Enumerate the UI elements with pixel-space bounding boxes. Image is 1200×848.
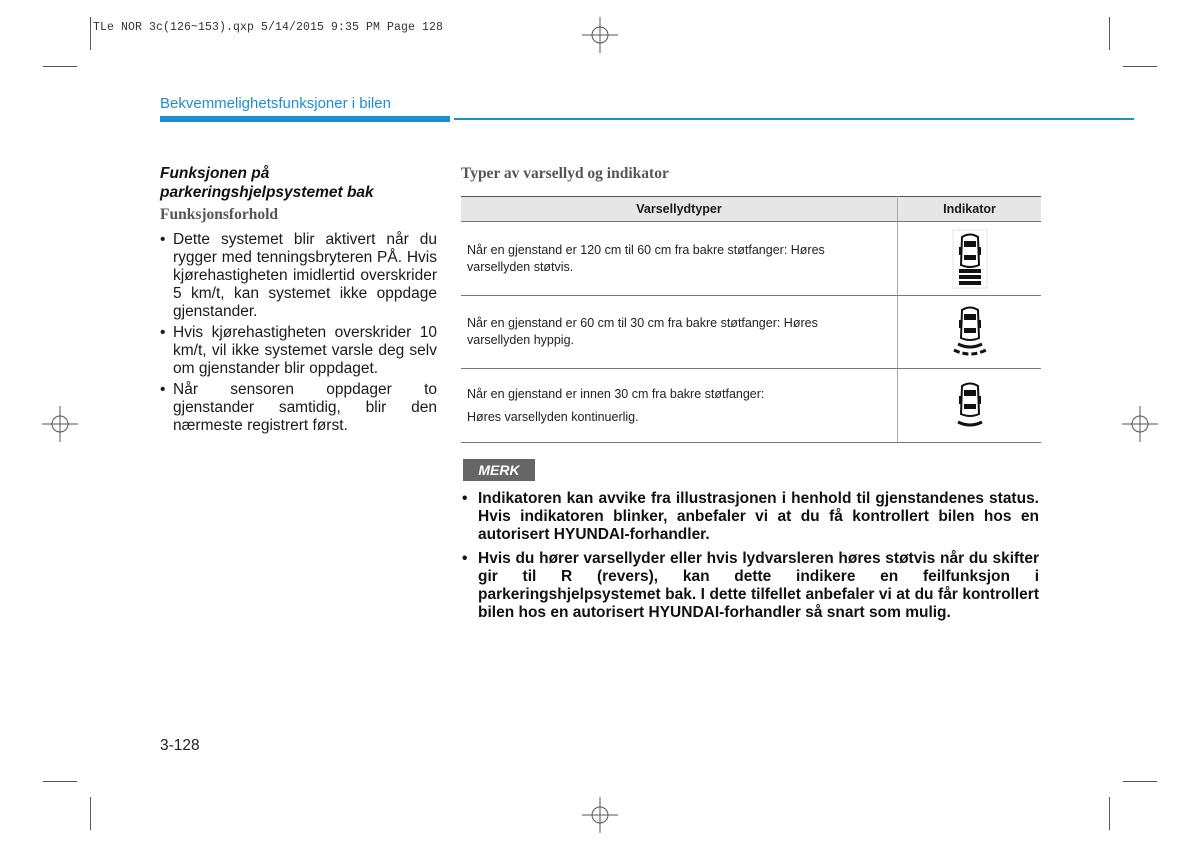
page-number: 3-128 <box>160 737 200 754</box>
parking-sensor-medium-icon <box>950 304 990 360</box>
description-line: Når en gjenstand er 60 cm til 30 cm fra bakre støtfanger: Høres <box>467 316 818 330</box>
crop-mark-bottom-right-v <box>1109 797 1110 830</box>
list-item: • Indikatoren kan avvike fra illustrasjonen i henhold til gjenstandenes status. Hvis indikatoren blinker, anbefaler vi at du få kontrollert bilen hos en autorisert HYUNDAI-forhandler. <box>461 490 1039 544</box>
print-slug: TLe NOR 3c(126~153).qxp 5/14/2015 9:35 PM Page 128 <box>93 21 444 34</box>
table-cell-indicator <box>898 296 1042 369</box>
crop-mark-top-right-h <box>1123 66 1157 67</box>
table-row <box>461 296 1041 369</box>
section-title: Bekvemmelighetsfunksjoner i bilen <box>160 95 391 112</box>
table-row <box>461 222 1041 296</box>
description-line: varsellyden hyppig. <box>467 333 575 347</box>
list-item: • Når sensoren oppdager to gjenstander samtidig, blir den nærmeste registrert først. <box>160 381 437 435</box>
section-rule <box>454 118 1134 120</box>
warning-sound-table <box>461 196 1041 443</box>
table-cell-indicator <box>898 222 1042 296</box>
table-title: Typer av varsellyd og indikator <box>461 165 669 182</box>
crop-mark-top-right-v <box>1109 17 1110 50</box>
table-header-indicator: Indikator <box>898 197 1042 222</box>
crop-mark-bottom-left-h <box>43 781 77 782</box>
list-item: • Hvis kjørehastigheten overskrider 10 km/t, vil ikke systemet varsle deg selv om gjenstander blir oppdaget. <box>160 324 437 378</box>
table-cell-indicator <box>898 369 1042 443</box>
conditions-subheading: Funksjonsforhold <box>160 206 279 223</box>
table-cell-description <box>461 222 898 296</box>
crop-mark-top-left-h <box>43 66 77 67</box>
list-item: • Dette systemet blir aktivert når du rygger med tenningsbryteren PÅ. Hvis kjørehastigheten imidlertid overskrider 5 km/t, kan systemet ikke oppdage gjenstander. <box>160 231 437 321</box>
description-line: varsellyden støtvis. <box>467 259 574 274</box>
parking-sensor-far-icon <box>952 229 988 289</box>
crop-mark-top-left-v <box>90 17 91 50</box>
conditions-list <box>160 231 437 438</box>
crop-mark-bottom-right-h <box>1123 781 1157 782</box>
registration-mark-left <box>42 406 78 442</box>
note-label: MERK <box>463 459 535 481</box>
registration-mark-bottom <box>582 797 618 833</box>
list-item: • Hvis du hører varsellyder eller hvis lydvarsleren høres støtvis når du skifter gir til R (revers), kan dette indikere en feilfunksjon i parkeringshjelpsystemet bak. I dette tilfellet anbefaler vi at du får kontrollert bilen hos en autorisert HYUNDAI-forhandler så snart som mulig. <box>461 550 1039 622</box>
table-row <box>461 369 1041 443</box>
table-cell-description <box>461 369 898 443</box>
registration-mark-right <box>1122 406 1158 442</box>
table-cell-description <box>461 296 898 369</box>
parking-sensor-near-icon <box>952 380 988 432</box>
notes-list <box>461 490 1039 628</box>
table-header-sound: Varsellydtyper <box>461 197 898 222</box>
section-bar <box>160 116 450 122</box>
description-line: Når en gjenstand er 120 cm til 60 cm fra bakre støtfanger: Høres <box>467 242 825 257</box>
crop-mark-bottom-left-v <box>90 797 91 830</box>
description-line: Når en gjenstand er innen 30 cm fra bakre støtfanger: <box>467 386 765 401</box>
feature-heading: Funksjonen på parkeringshjelpsystemet bak <box>160 165 374 201</box>
registration-mark-top <box>582 17 618 53</box>
description-line: Høres varsellyden kontinuerlig. <box>467 409 639 424</box>
